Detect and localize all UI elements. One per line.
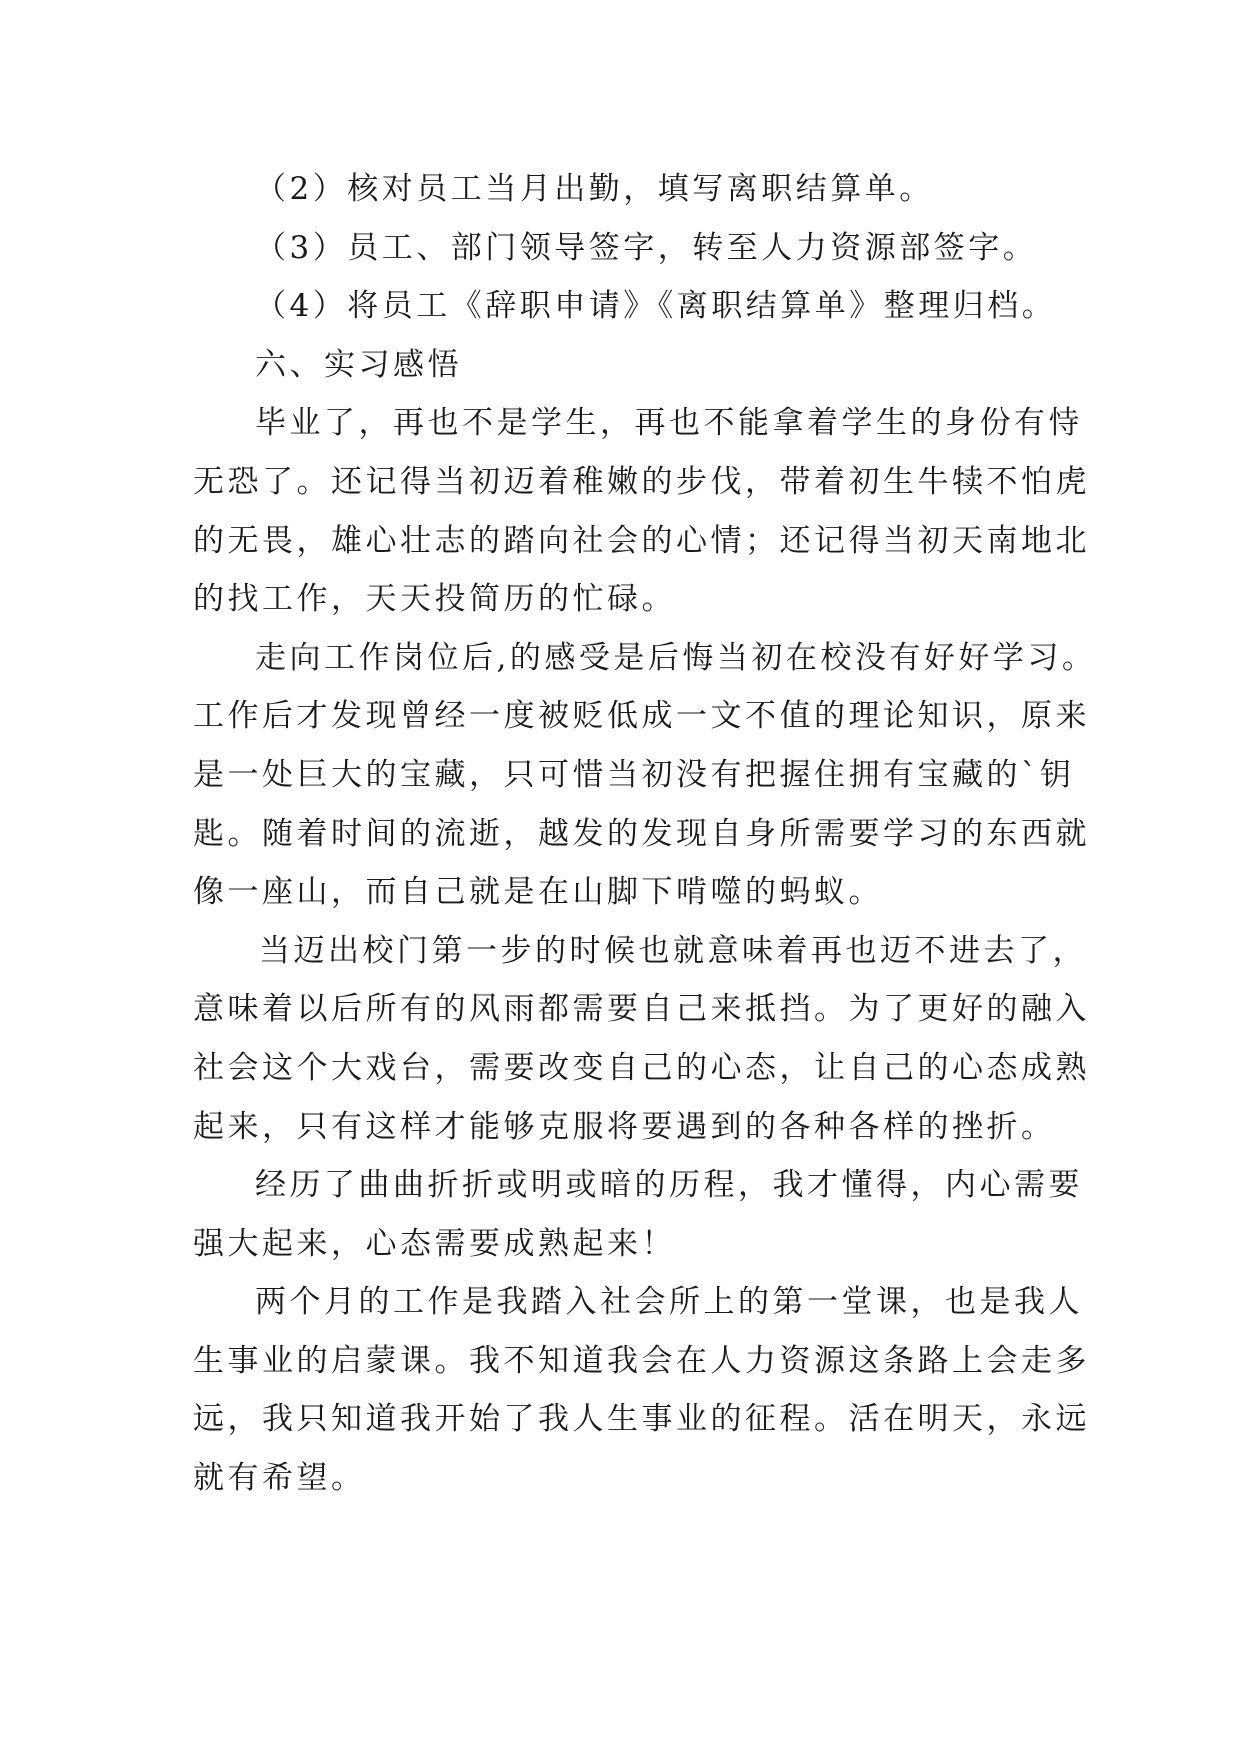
paragraph-line: 经历了曲曲折折或明或暗的历程，我才懂得，内心需要 <box>255 1167 1083 1204</box>
paragraph-line: 走向工作岗位后,的感受是后悔当初在校没有好好学习。 <box>255 639 1097 676</box>
paragraph-line: 社会这个大戏台，需要改变自己的心态，让自己的心态成熟 <box>193 1049 1090 1086</box>
list-item-4: （4）将员工《辞职申请》《离职结算单》整理归档。 <box>255 288 1057 325</box>
paragraph-line: 工作后才发现曾经一度被贬低成一文不值的理论知识，原来 <box>193 698 1090 735</box>
list-item-3: （3）员工、部门领导签字，转至人力资源部签字。 <box>255 229 1038 266</box>
paragraph-line: 的找工作，天天投简历的忙碌。 <box>193 581 676 618</box>
paragraph-line: 无恐了。还记得当初迈着稚嫩的步伐，带着初生牛犊不怕虎 <box>193 463 1090 500</box>
paragraph-line: 强大起来，心态需要成熟起来！ <box>193 1225 676 1262</box>
paragraph-line: 意味着以后所有的风雨都需要自己来抵挡。为了更好的融入 <box>193 991 1090 1028</box>
paragraph-line: 两个月的工作是我踏入社会所上的第一堂课，也是我人 <box>255 1284 1083 1321</box>
paragraph-line: 生事业的启蒙课。我不知道我会在人力资源这条路上会走多 <box>193 1342 1090 1379</box>
section-heading: 六、实习感悟 <box>255 346 462 383</box>
paragraph-line: 当迈出校门第一步的时候也就意味着再也迈不进去了， <box>259 932 1087 969</box>
paragraph-line: 毕业了，再也不是学生，再也不能拿着学生的身份有恃 <box>255 405 1083 442</box>
paragraph-line: 的无畏，雄心壮志的踏向社会的心情；还记得当初天南地北 <box>193 522 1090 559</box>
paragraph-line: 起来，只有这样才能够克服将要遇到的各种各样的挫折。 <box>193 1108 1056 1145</box>
paragraph-line: 就有希望。 <box>193 1460 366 1497</box>
document-body <box>193 160 1097 1508</box>
paragraph-line: 远，我只知道我开始了我人生事业的征程。活在明天，永远 <box>193 1401 1090 1438</box>
paragraph-line: 像一座山，而自己就是在山脚下啃噬的蚂蚁。 <box>193 874 883 911</box>
paragraph-line: 是一处巨大的宝藏，只可惜当初没有把握住拥有宝藏的`钥 <box>193 756 1075 793</box>
list-item-2: （2）核对员工当月出勤，填写离职结算单。 <box>255 171 934 207</box>
paragraph-line: 匙。随着时间的流逝，越发的发现自身所需要学习的东西就 <box>193 815 1090 852</box>
